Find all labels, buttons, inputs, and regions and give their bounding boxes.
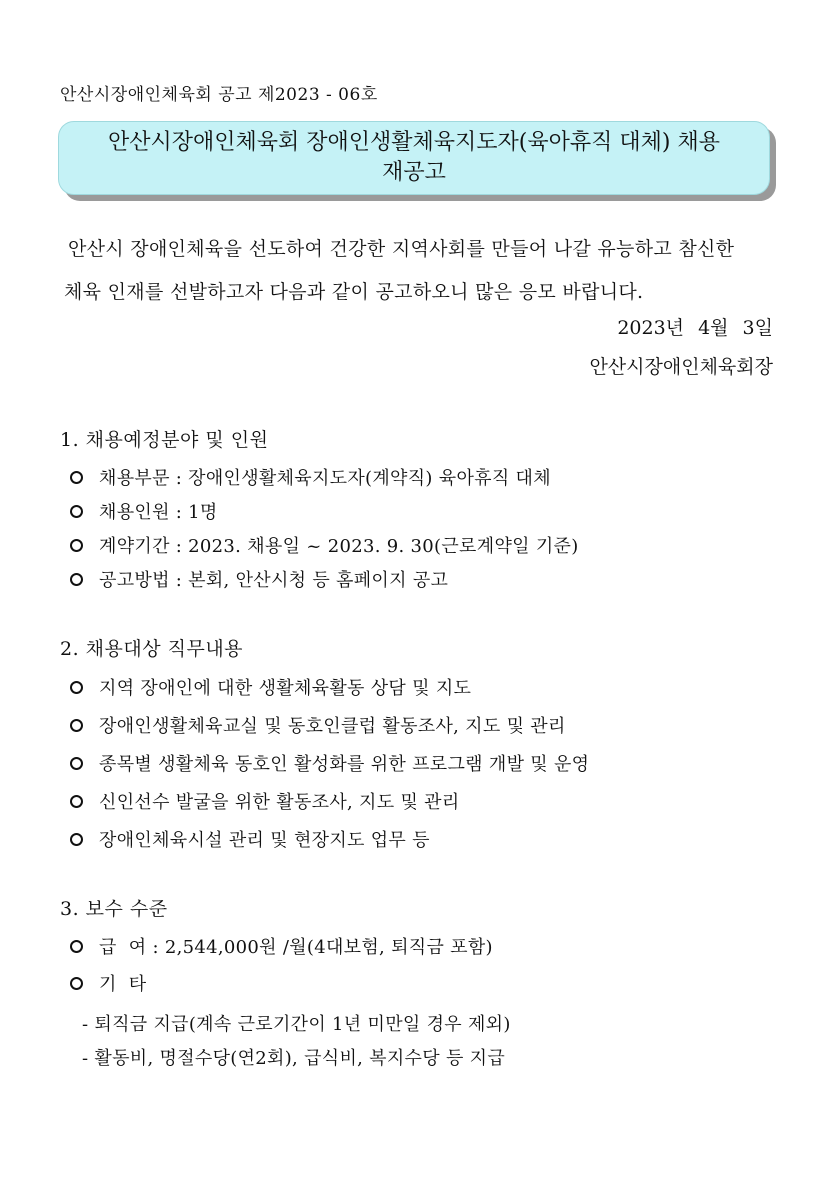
list-item-text: 종목별 생활체육 동호인 활성화를 위한 프로그램 개발 및 운영	[99, 754, 590, 775]
circle-bullet-icon	[70, 977, 83, 990]
list-item-text: 계약기간 : 2023. 채용일 ~ 2023. 9. 30(근로계약일 기준)	[99, 536, 579, 557]
list-item-text: 채용인원 : 1명	[99, 502, 218, 523]
list-item-text: 기 타	[99, 974, 147, 995]
list-item	[70, 464, 551, 490]
list-item	[70, 674, 471, 700]
circle-bullet-icon	[70, 471, 83, 484]
circle-bullet-icon	[70, 757, 83, 770]
list-item	[70, 712, 566, 738]
list-item-text: 채용부문 : 장애인생활체육지도자(계약직) 육아휴직 대체	[99, 468, 551, 489]
notice-date: 2023년 4월 3일	[617, 317, 773, 339]
list-item	[70, 750, 589, 776]
list-item-text: 지역 장애인에 대한 생활체육활동 상담 및 지도	[99, 678, 472, 699]
list-item-text: 장애인체육시설 관리 및 현장지도 업무 등	[99, 830, 430, 851]
circle-bullet-icon	[70, 505, 83, 518]
section-heading-1: 1. 채용예정분야 및 인원	[60, 429, 269, 451]
list-item-text: 신인선수 발굴을 위한 활동조사, 지도 및 관리	[99, 792, 460, 813]
circle-bullet-icon	[70, 795, 83, 808]
title-box	[58, 121, 770, 195]
circle-bullet-icon	[70, 539, 83, 552]
list-item	[70, 498, 218, 524]
list-item	[70, 970, 146, 996]
sub-list-item: - 활동비, 명절수당(연2회), 급식비, 복지수당 등 지급	[82, 1048, 506, 1069]
notice-number: 안산시장애인체육회 공고 제2023 - 06호	[60, 85, 378, 105]
circle-bullet-icon	[70, 940, 83, 953]
circle-bullet-icon	[70, 573, 83, 586]
issuer-name: 안산시장애인체육회장	[589, 356, 773, 378]
section-heading-2: 2. 채용대상 직무내용	[60, 638, 244, 660]
circle-bullet-icon	[70, 719, 83, 732]
list-item-text: 장애인생활체육교실 및 동호인클럽 활동조사, 지도 및 관리	[99, 716, 566, 737]
list-item-text: 급 여 : 2,544,000원 /월(4대보험, 퇴직금 포함)	[99, 937, 493, 958]
list-item	[70, 826, 430, 852]
list-item-text: 공고방법 : 본회, 안산시청 등 홈페이지 공고	[99, 570, 449, 591]
intro-paragraph	[64, 228, 776, 314]
circle-bullet-icon	[70, 681, 83, 694]
list-item	[70, 532, 579, 558]
intro-line-2: 체육 인재를 선발하고자 다음과 같이 공고하오니 많은 응모 바랍니다.	[64, 281, 644, 303]
list-item	[70, 933, 493, 959]
title-line-1: 안산시장애인체육회 장애인생활체육지도자(육아휴직 대체) 채용	[108, 130, 720, 155]
section-heading-3: 3. 보수 수준	[60, 898, 168, 920]
list-item	[70, 566, 448, 592]
intro-line-1: 안산시 장애인체육을 선도하여 건강한 지역사회를 만들어 나갈 유능하고 참신한	[68, 238, 735, 260]
sub-list-item: - 퇴직금 지급(계속 근로기간이 1년 미만일 경우 제외)	[82, 1014, 511, 1035]
list-item	[70, 788, 460, 814]
circle-bullet-icon	[70, 833, 83, 846]
title-line-2: 재공고	[382, 160, 446, 185]
